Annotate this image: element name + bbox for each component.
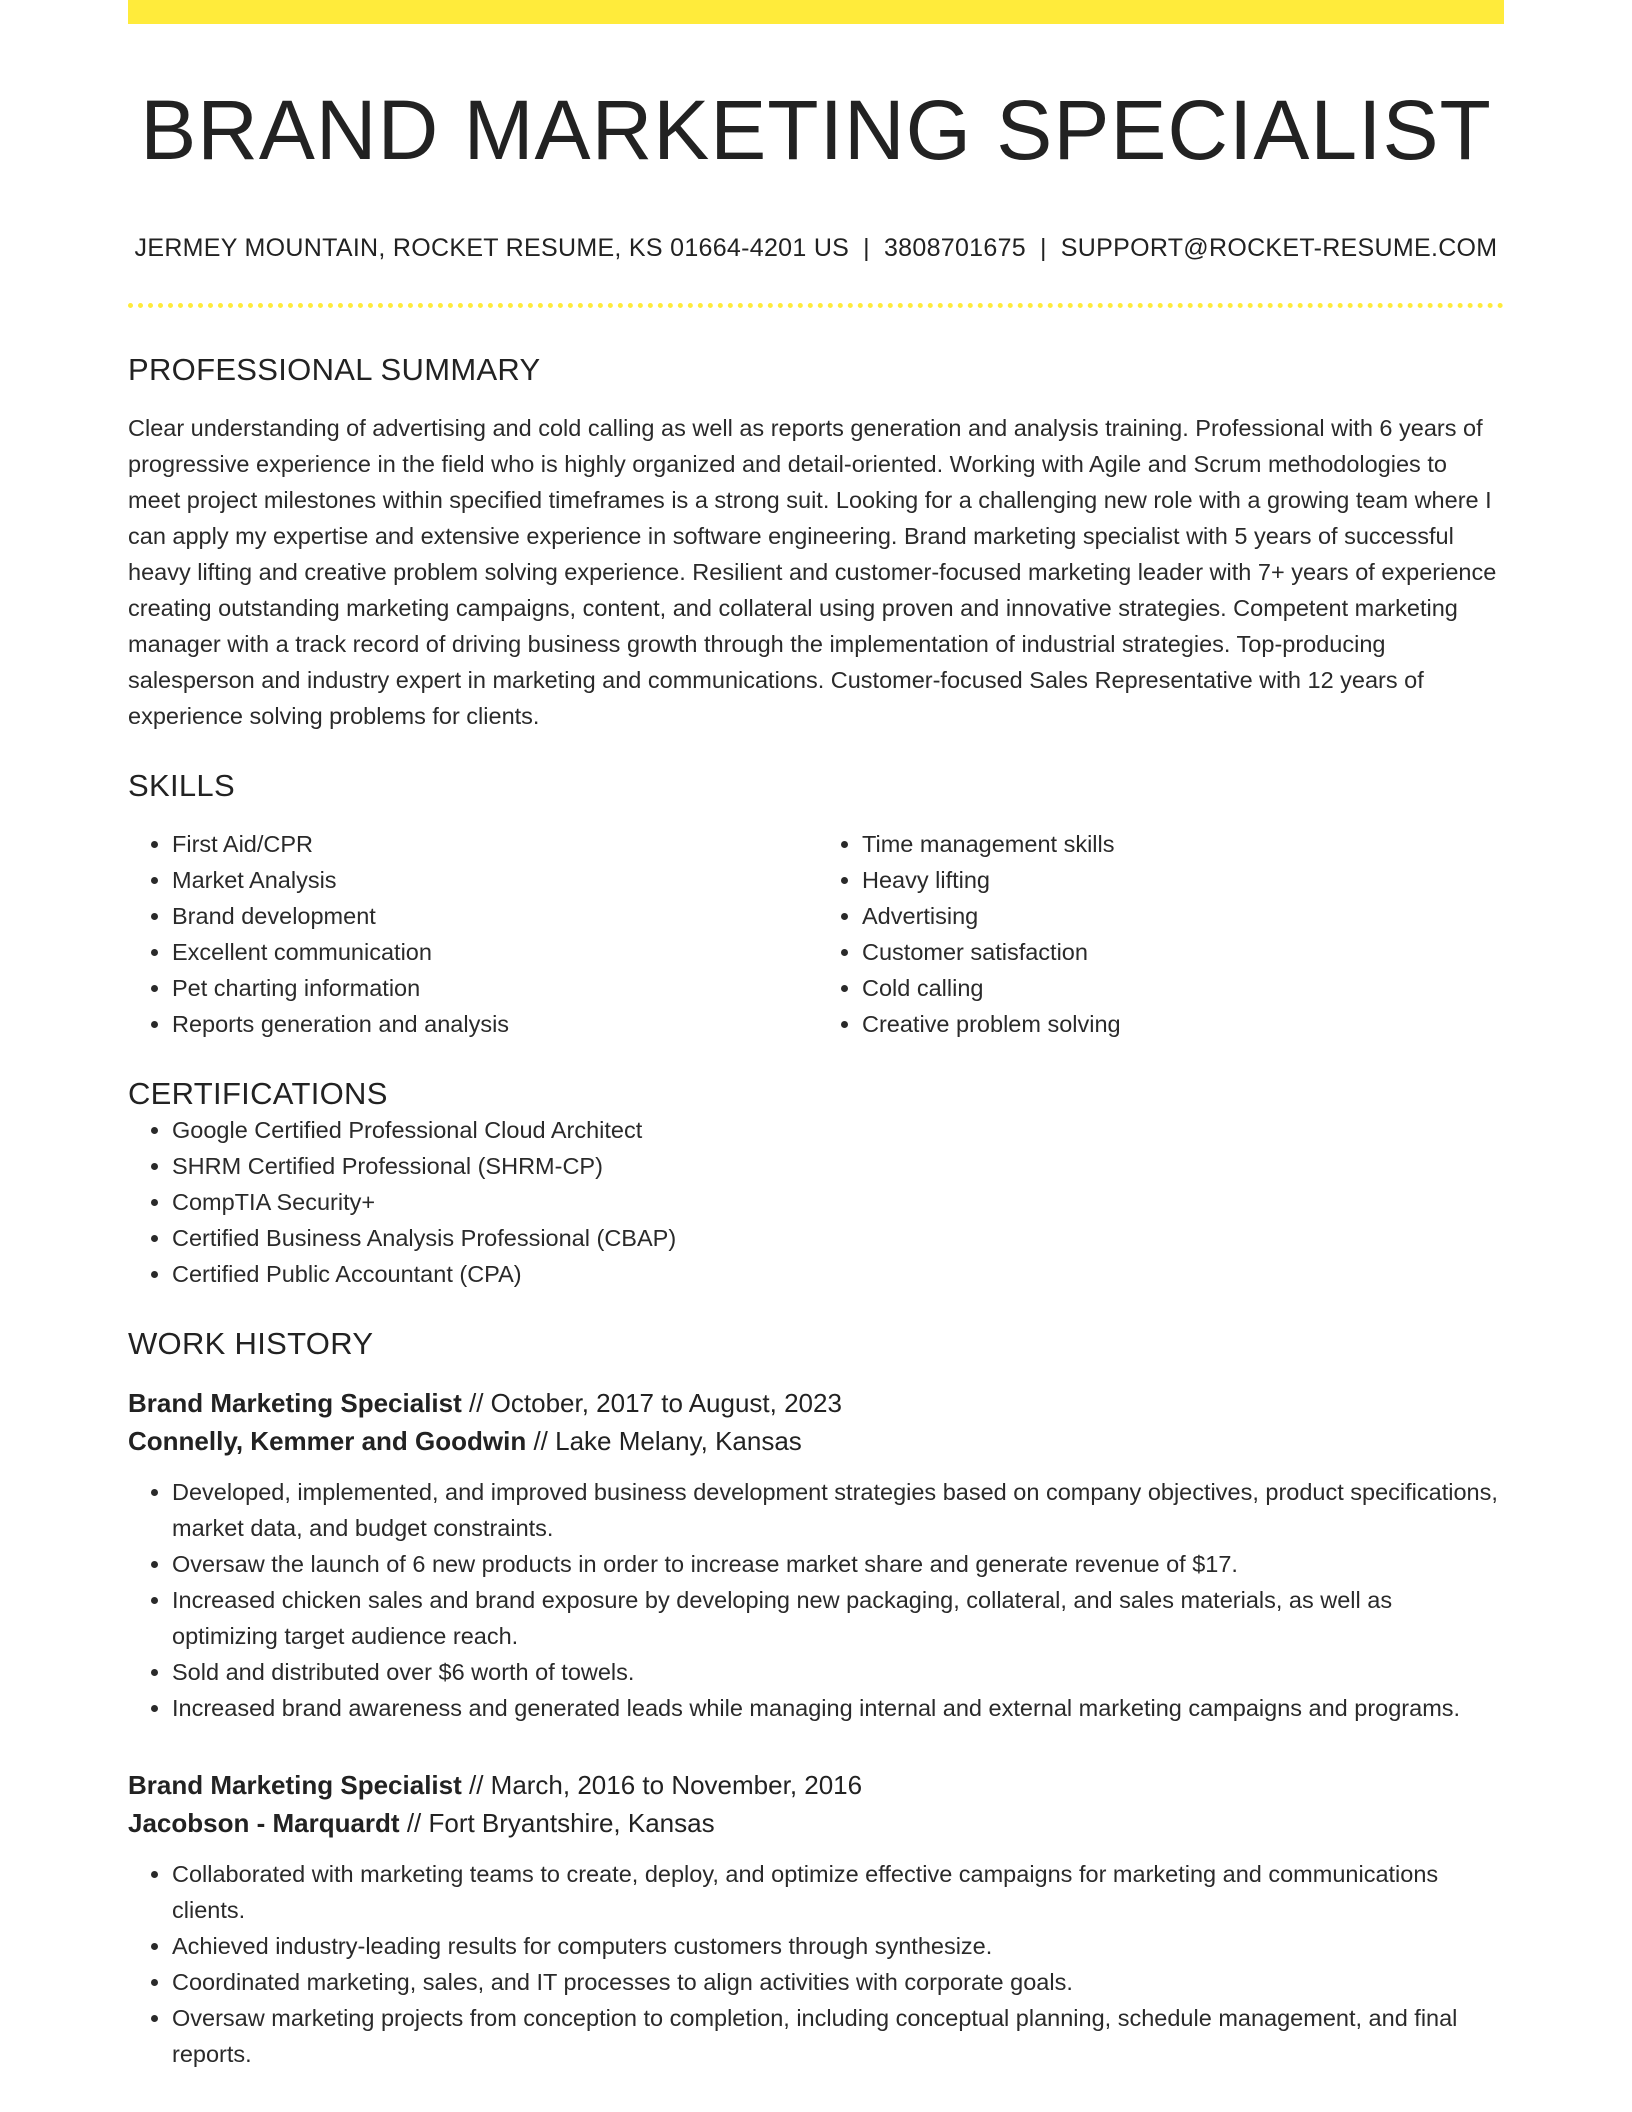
contact-phone: 3808701675: [883, 234, 1026, 263]
contact-separator: |: [863, 234, 870, 263]
summary-text: Clear understanding of advertising and cold calling as well as reports generation and analysis training. Professional with 6 years of progressive experience in the field who is highly organized and detail-oriented. Working with Agile and Scrum methodologies to meet project milestones within specified timeframes is a strong suit. Looking for a challenging new role with a growing team where I can apply my expertise and extensive experience in software engineering. Brand marketing specialist with 5 years of successful heavy lifting and creative problem solving experience. Resilient and customer-focused marketing leader with 7+ years of experience creating outstanding marketing campaigns, content, and collateral using proven and innovative strategies. Competent marketing manager with a track record of driving business growth through the implementation of industrial strategies. Top-producing salesperson and industry expert in marketing and communications. Customer-focused Sales Representative with 12 years of experience solving problems for clients.: [128, 415, 1497, 730]
skill-item: • Time management skills: [862, 826, 1496, 862]
skill-item: • Creative problem solving: [862, 1006, 1496, 1042]
skill-item: • Excellent communication: [172, 934, 806, 970]
skill-item: • Cold calling: [862, 970, 1496, 1006]
certification-item: • SHRM Certified Professional (SHRM-CP): [172, 1148, 1504, 1184]
skills-heading: SKILLS: [128, 768, 235, 804]
skill-item: • First Aid/CPR: [172, 826, 806, 862]
skill-item: • Customer satisfaction: [862, 934, 1496, 970]
job-location: // Fort Bryantshire, Kansas: [399, 1808, 715, 1839]
contact-separator: |: [1040, 234, 1047, 263]
job-company: Jacobson - Marquardt: [128, 1808, 400, 1839]
job-bullet: • Developed, implemented, and improved business development strategies based on company objectives, product specifications, market data, and budget constraints.: [172, 1474, 1504, 1546]
job-bullet: • Collaborated with marketing teams to create, deploy, and optimize effective campaigns for marketing and communications clients.: [172, 1856, 1504, 1928]
resume-page: [128, 0, 1504, 2072]
job-title-line: [128, 1384, 1504, 1422]
job-bullet: • Oversaw the launch of 6 new products in order to increase market share and generate revenue of $17.: [172, 1546, 1504, 1582]
skill-item: • Heavy lifting: [862, 862, 1496, 898]
job-bullet: • Increased chicken sales and brand exposure by developing new packaging, collateral, and sales materials, as well as optimizing target audience reach.: [172, 1582, 1504, 1654]
dotted-divider: [128, 303, 1504, 308]
job-bullet: • Sold and distributed over $6 worth of towels.: [172, 1654, 1504, 1690]
skill-item: • Pet charting information: [172, 970, 806, 1006]
certification-item: • Certified Business Analysis Professional (CBAP): [172, 1220, 1504, 1256]
contact-email: SUPPORT@ROCKET-RESUME.COM: [1060, 234, 1498, 263]
job-title-line: [128, 1766, 1504, 1804]
job-dates: // October, 2017 to August, 2023: [461, 1388, 842, 1419]
skill-item: • Reports generation and analysis: [172, 1006, 806, 1042]
resume-title: BRAND MARKETING SPECIALIST: [140, 83, 1492, 177]
job-company-line: [128, 1804, 1504, 1842]
job-company-line: [128, 1422, 1504, 1460]
certifications-list: [128, 1112, 1504, 1292]
job-entry: [128, 1766, 1504, 2072]
certification-item: • CompTIA Security+: [172, 1184, 1504, 1220]
top-accent-bar: [128, 0, 1504, 24]
work-history-heading: WORK HISTORY: [128, 1326, 374, 1362]
job-bullet: • Coordinated marketing, sales, and IT processes to align activities with corporate goals.: [172, 1964, 1504, 2000]
job-entry: [128, 1384, 1504, 1726]
job-title: Brand Marketing Specialist: [128, 1770, 462, 1801]
job-bullet: • Achieved industry-leading results for computers customers through synthesize.: [172, 1928, 1504, 1964]
job-bullet: • Oversaw marketing projects from conception to completion, including conceptual planning, schedule management, and final reports.: [172, 2000, 1504, 2072]
job-dates: // March, 2016 to November, 2016: [461, 1770, 863, 1801]
skills-list-left: [128, 826, 806, 1042]
certification-item: • Google Certified Professional Cloud Architect: [172, 1112, 1504, 1148]
job-bullet: • Increased brand awareness and generated leads while managing internal and external marketing campaigns and programs.: [172, 1690, 1504, 1726]
job-bullets: [128, 1474, 1504, 1726]
skill-item: • Market Analysis: [172, 862, 806, 898]
job-bullets: [128, 1856, 1504, 2072]
job-location: // Lake Melany, Kansas: [526, 1426, 802, 1457]
skill-item: • Advertising: [862, 898, 1496, 934]
job-title: Brand Marketing Specialist: [128, 1388, 462, 1419]
contact-address: JERMEY MOUNTAIN, ROCKET RESUME, KS 01664-4201 US: [134, 234, 850, 263]
skills-columns: [128, 826, 1504, 1042]
skills-list-right: [806, 826, 1496, 1042]
job-company: Connelly, Kemmer and Goodwin: [128, 1426, 527, 1457]
certification-item: • Certified Public Accountant (CPA): [172, 1256, 1504, 1292]
certifications-heading: CERTIFICATIONS: [128, 1076, 388, 1112]
contact-line: [128, 234, 1504, 263]
summary-heading: PROFESSIONAL SUMMARY: [128, 352, 541, 388]
skill-item: • Brand development: [172, 898, 806, 934]
